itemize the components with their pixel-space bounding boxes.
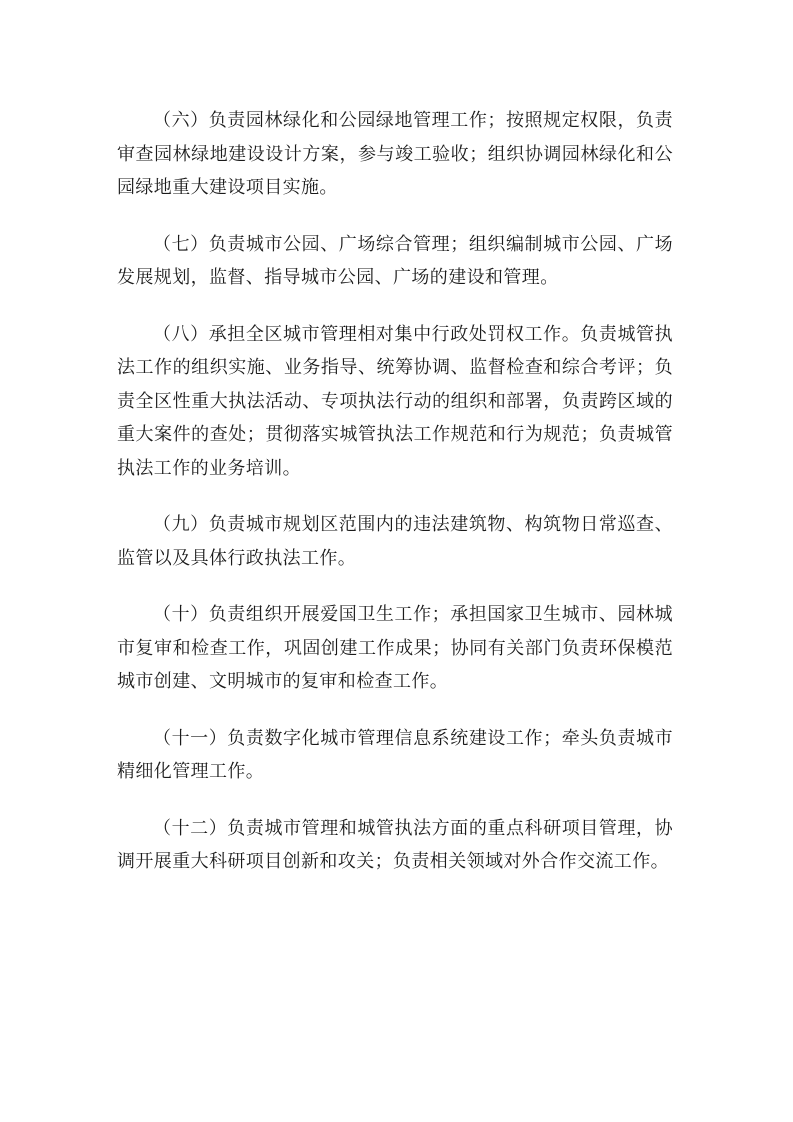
- paragraph-12: （十二）负责城市管理和城管执法方面的重点科研项目管理，协调开展重大科研项目创新和攻关；负责相关领域对外合作交流工作。: [117, 817, 673, 872]
- paragraph-6: （六）负责园林绿化和公园绿地管理工作；按照规定权限，负责审查园林绿地建设设计方案，参与竣工验收；组织协调园林绿化和公园绿地重大建设项目实施。: [117, 110, 673, 198]
- paragraph-11: （十一）负责数字化城市管理信息系统建设工作；牵头负责城市精细化管理工作。: [117, 727, 673, 782]
- paragraph-9: （九）负责城市规划区范围内的违法建筑物、构筑物日常巡查、监管以及具体行政执法工作。: [117, 514, 673, 569]
- paragraph-10: （十）负责组织开展爱国卫生工作；承担国家卫生城市、园林城市复审和检查工作，巩固创建工作成果；协同有关部门负责环保模范城市创建、文明城市的复审和检查工作。: [117, 604, 673, 692]
- paragraph-7: （七）负责城市公园、广场综合管理；组织编制城市公园、广场发展规划，监督、指导城市公园、广场的建设和管理。: [117, 233, 673, 288]
- document-body: [117, 104, 673, 902]
- paragraph-8: （八）承担全区城市管理相对集中行政处罚权工作。负责城管执法工作的组织实施、业务指导、统筹协调、监督检查和综合考评；负责全区性重大执法活动、专项执法行动的组织和部署，负责跨区域的重大案件的查处；贯彻落实城管执法工作规范和行为规范；负责城管执法工作的业务培训。: [117, 323, 673, 479]
